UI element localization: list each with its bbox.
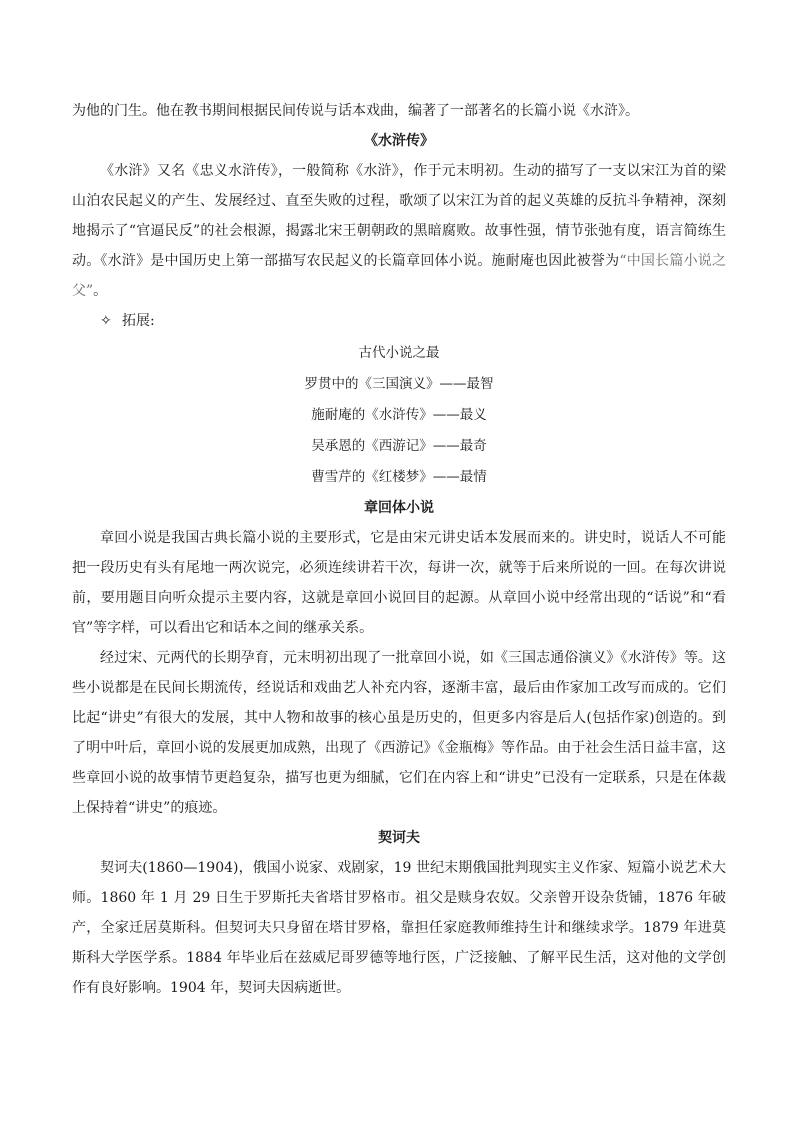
- superlatives-title: 古代小说之最: [358, 345, 440, 361]
- shuihu-text-end: 。: [93, 283, 108, 299]
- intro-line: 为他的门生。他在教书期间根据民间传说与话本戏曲，编著了一部著名的长篇小说《水浒》。: [72, 103, 639, 119]
- extension-header: [72, 306, 726, 336]
- superlatives-list: [72, 338, 726, 493]
- zhanghui-paragraph-2: 经过宋、元两代的长期孕育，元末明初出现了一批章回小说，如《三国志通俗演义》《水浒传》等。这些小说都是在民间长期流传，经说话和戏曲艺人补充内容，逐渐丰富，最后由作家加工改写而成的。它们比起“讲史”有很大的发展，其中人物和故事的核心虽是历史的，但更多内容是后人(包括作家)创造的。到了明中叶后，章回小说的发展更加成熟，出现了《西游记》《金瓶梅》等作品。由于社会生活日益丰富，这些章回小说的故事情节更趋复杂，描写也更为细腻，它们在内容上和“讲史”已没有一定联系，只是在体裁上保持着“讲史”的痕迹。: [72, 650, 726, 816]
- document-page: [72, 96, 726, 1003]
- diamond-star-icon: ✧: [100, 313, 112, 329]
- shuihu-highlight: “中国长篇小说之父”: [72, 253, 726, 299]
- list-item: 吴承恩的《西游记》——最奇: [311, 438, 487, 454]
- zhanghui-paragraph-1: 章回小说是我国古典长篇小说的主要形式，它是由宋元讲史话本发展而来的。讲史时，说话人不可能把一段历史有头有尾地一两次说完，必须连续讲若干次，每讲一次，就等于后来所说的一回。在每次讲说前，要用题目向听众提示主要内容，这就是章回小说回目的起源。从章回小说中经常出现的“话说”和“看官”等字样，可以看出它和话本之间的继承关系。: [72, 530, 726, 636]
- section-title-chekhov: 契诃夫: [378, 830, 420, 846]
- shuihu-text: 《水浒》又名《忠义水浒传》，一般简称《水浒》，作于元末明初。生动的描写了一支以宋江为首的梁山泊农民起义的产生、发展经过、直至失败的过程，歌颂了以宋江为首的起义英雄的反抗斗争精神，深刻地揭示了“官逼民反”的社会根源，揭露北宋王朝朝政的黑暗腐败。故事性强，情节张弛有度，语言简练生动。《水浒》是中国历史上第一部描写农民起义的长篇章回体小说。施耐庵也因此被誉为: [72, 163, 726, 269]
- section-title-shuihu: 《水浒传》: [364, 133, 434, 149]
- section-title-zhanghui: 章回体小说: [364, 500, 434, 516]
- list-item: 施耐庵的《水浒传》——最义: [311, 407, 487, 423]
- extension-label: 拓展:: [122, 313, 155, 329]
- shuihu-paragraph: [72, 156, 726, 306]
- list-item: 罗贯中的《三国演义》——最智: [304, 376, 494, 392]
- list-item: 曹雪芹的《红楼梦》——最情: [311, 469, 487, 485]
- chekhov-paragraph: 契诃夫(1860—1904)，俄国小说家、戏剧家，19 世纪末期俄国批判现实主义作家、短篇小说艺术大师。1860 年 1 月 29 日生于罗斯托夫省塔甘罗格市。祖父是赎身农奴。父亲曾开设杂货铺，1876 年破产，全家迁居莫斯科。但契诃夫只身留在塔甘罗格，靠担任家庭教师维持生计和继续求学。1879 年进莫斯科大学医学系。1884 年毕业后在兹威尼哥罗德等地行医，广泛接触、了解平民生活，这对他的文学创作有良好影响。1904 年，契诃夫因病逝世。: [72, 860, 726, 996]
